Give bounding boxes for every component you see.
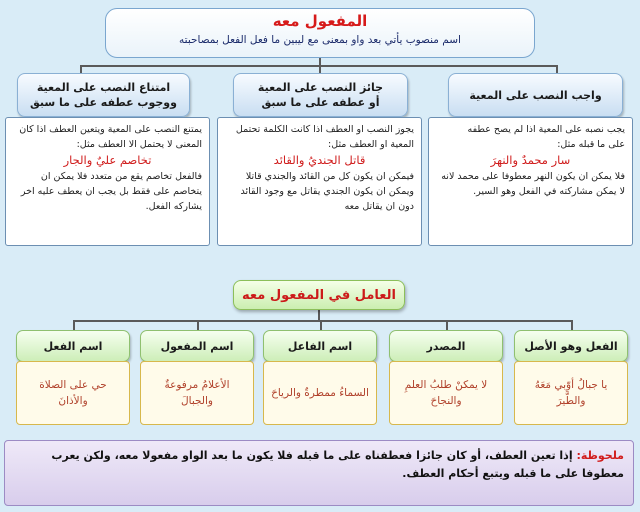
governor-header-verb: الفعل وهو الأصل xyxy=(514,330,628,362)
governor-example-masdar xyxy=(389,361,503,425)
governor-header-verbal-noun: اسم الفعل xyxy=(16,330,130,362)
example-line1: يا جبالُ أوّبي مَعَهُ xyxy=(534,379,608,391)
case-text-line3: فالفعل تخاصم يقع من متعدد فلا يمكن ان يتخاصم على فقط بل يجب ان يعطف عليه اخر يشاركه الفعل. xyxy=(20,171,202,212)
case-header-line1: جائز النصب على المعية xyxy=(257,81,384,94)
governor-header-passive-participle: اسم المفعول xyxy=(140,330,254,362)
governor-example-active-participle xyxy=(263,361,377,425)
case-header-line2: ووجوب عطفه على ما سبق xyxy=(30,96,177,109)
governor-header-masdar: المصدر xyxy=(389,330,503,362)
example-line1: الأعلامُ مرفوعةٌ xyxy=(164,379,230,391)
example-line2: والجبالَ xyxy=(181,395,213,407)
example-line2: والنجاحَ xyxy=(430,395,462,407)
governor-example-verb xyxy=(514,361,628,425)
case-text-line1: يمتنع النصب على المعية ويتعين العطف اذا كان المعنى لا يحتمل الا العطف مثل: xyxy=(19,124,202,150)
case-detail-permissible xyxy=(217,117,422,246)
case-header-line1: امتناع النصب على المعية xyxy=(36,81,171,94)
case-detail-obligatory xyxy=(428,117,633,246)
case-example: تخاصم عليٌ والجار xyxy=(63,153,152,167)
governor-example-passive-participle xyxy=(140,361,254,425)
case-text-line1: يجب نصبه على المعية اذا لم يصح عطفه xyxy=(467,124,625,135)
example-line1: السماءُ ممطرةٌ والرياحَ xyxy=(271,387,369,399)
example-line2: والأذانَ xyxy=(58,395,88,407)
main-title: المفعول معه xyxy=(272,12,368,30)
example-line1: لا يمكنْ طلبُ العلمِ xyxy=(404,379,488,391)
case-header-line1: واجب النصب على المعية xyxy=(469,88,602,102)
example-line1: حي على الصلاة xyxy=(39,379,107,391)
case-header-obligatory xyxy=(448,73,623,117)
case-detail-prohibited xyxy=(5,117,210,246)
case-header-line2: أو عطفه على ما سبق xyxy=(261,96,380,109)
note-label: ملحوظة: xyxy=(576,449,624,462)
main-title-box xyxy=(105,8,535,58)
governor-example-verbal-noun xyxy=(16,361,130,425)
governor-header-active-participle: اسم الفاعل xyxy=(263,330,377,362)
case-header-prohibited xyxy=(17,73,190,117)
example-line2: والطَّيرَ xyxy=(556,395,586,407)
case-text-line3: فيمكن ان يكون كل من القائد والجندي قاتلا ويمكن ان يكون الجندي يقاتل مع وجود القائد دون ان يقاتل معه xyxy=(240,171,414,212)
note-text: إذا تعين العطف، أو كان جائزا فعطفناه على ما قبله فلا يكون ما بعد الواو مفعولا معه، ولكن يعرب معطوفا على ما قبله ويتبع أحكام العطف. xyxy=(51,449,624,480)
main-definition: اسم منصوب يأتي بعد واو بمعنى مع ليبين ما فعل الفعل بمصاحبته xyxy=(179,34,461,46)
case-text-line1: يجوز النصب او العطف اذا كانت الكلمة تحتمل المعية او العطف مثل: xyxy=(235,124,414,150)
case-text-line2: على ما قبله مثل: xyxy=(557,139,625,150)
case-header-permissible xyxy=(233,73,408,117)
case-text-line3: فلا يمكن ان يكون النهر معطوفا على محمد لانه لا يمكن مشاركته في الفعل وهو السير. xyxy=(441,171,625,197)
section-title-governor: العامل في المفعول معه xyxy=(233,280,405,310)
case-example: قاتل الجنديُ والقائد xyxy=(273,153,366,167)
case-example: سار محمدٌ والنهرَ xyxy=(490,153,571,167)
note-box xyxy=(4,440,634,506)
